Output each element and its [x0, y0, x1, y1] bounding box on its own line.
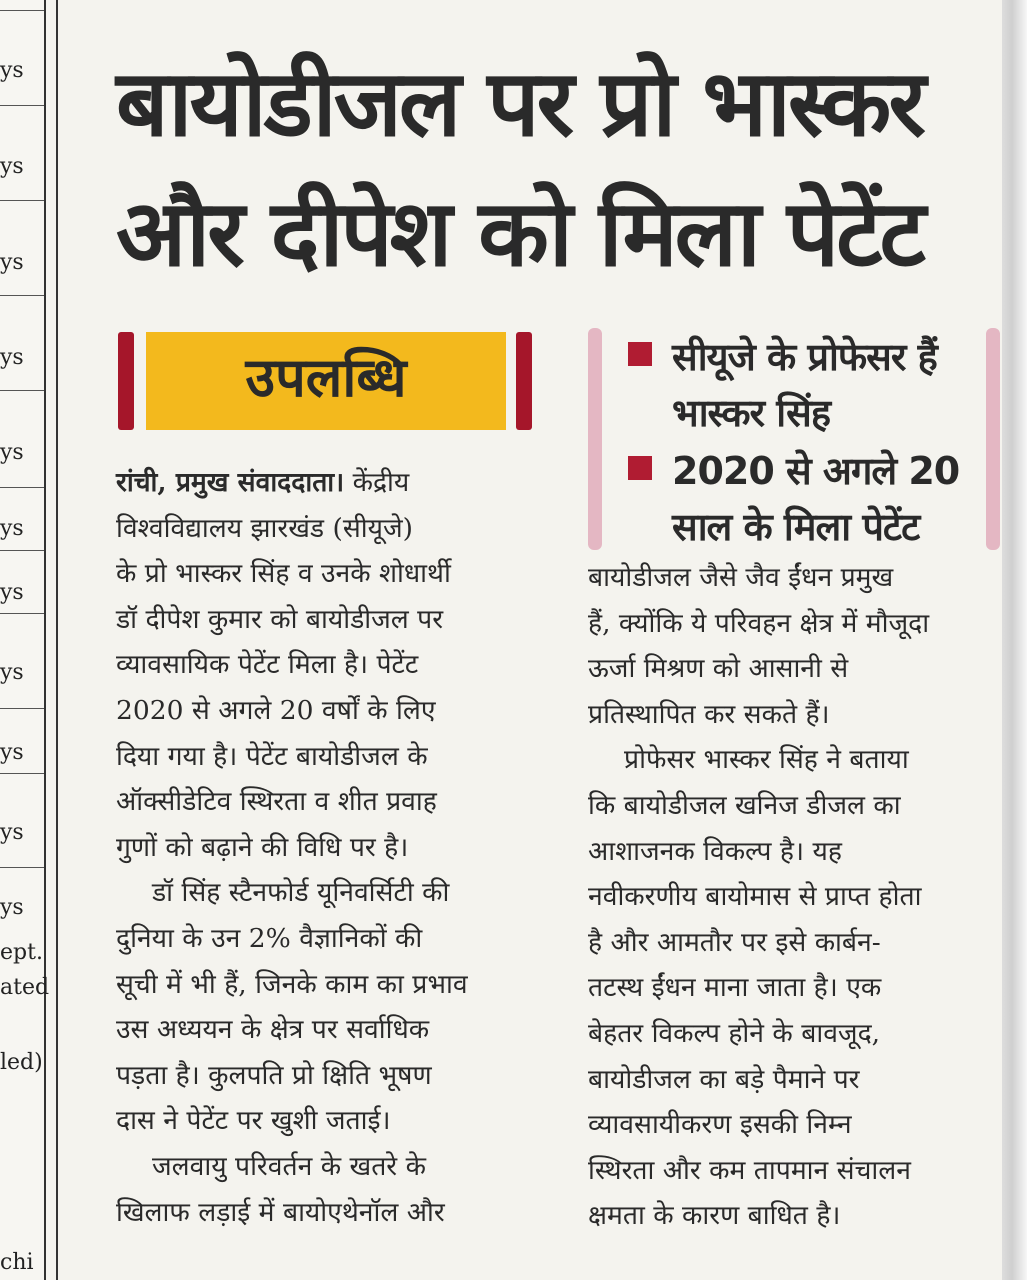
- text-line: सूची में भी हैं, जिनके काम का प्रभाव: [116, 968, 468, 1000]
- page-edge-shadow: [1002, 0, 1027, 1280]
- text-line: 2020 से अगले 20 वर्षों के लिए: [116, 695, 436, 726]
- text-line: दुनिया के उन 2% वैज्ञानिकों की: [116, 923, 423, 954]
- strip-divider: [0, 200, 44, 201]
- strip-divider: [0, 708, 44, 709]
- strip-divider: [0, 867, 44, 868]
- text-line: है और आमतौर पर इसे कार्बन-: [588, 926, 881, 958]
- strip-word: ys: [0, 895, 24, 920]
- strip-word: led): [0, 1050, 43, 1075]
- strip-word: ys: [0, 154, 24, 179]
- text-line: के प्रो भास्कर सिंह व उनके शोधार्थी: [116, 558, 451, 590]
- text-line: हैं, क्योंकि ये परिवहन क्षेत्र में मौजूदा: [588, 607, 930, 639]
- text-line: तटस्थ ईंधन माना जाता है। एक: [588, 972, 882, 1004]
- text-line: बायोडीजल का बड़े पैमाने पर: [588, 1063, 860, 1095]
- text-line: दिया गया है। पेटेंट बायोडीजल के: [116, 740, 428, 772]
- tag-left-bar: [118, 332, 134, 430]
- strip-word: ys: [0, 740, 24, 765]
- headline-line-2: और दीपेश को मिला पेटेंट: [116, 180, 923, 287]
- strip-divider: [0, 613, 44, 614]
- strip-word: ys: [0, 440, 24, 465]
- strip-word: ys: [0, 580, 24, 605]
- text-line: बायोडीजल जैसे जैव ईंधन प्रमुख: [588, 562, 894, 593]
- bullet-square: [628, 342, 652, 366]
- text-line: प्रतिस्थापित कर सकते हैं।: [588, 698, 830, 730]
- text-line: क्षमता के कारण बाधित है।: [588, 1200, 841, 1232]
- text-line: आशाजनक विकल्प है। यह: [588, 835, 842, 867]
- column-rule-left: [44, 0, 46, 1280]
- bullet-square: [628, 456, 652, 480]
- highlight-left-bar: [588, 328, 602, 550]
- strip-divider: [0, 773, 44, 774]
- strip-word: ys: [0, 250, 24, 275]
- strip-divider: [0, 390, 44, 391]
- text-line: ऑक्सीडेटिव स्थिरता व शीत प्रवाह: [116, 786, 437, 818]
- strip-word: ated: [0, 975, 50, 1000]
- highlight-1-line-2: भास्कर सिंह: [672, 391, 831, 435]
- highlight-1-line-1: सीयूजे के प्रोफेसर हैं: [672, 335, 937, 379]
- strip-divider: [0, 10, 44, 11]
- strip-word: ys: [0, 345, 24, 370]
- text-line: दास ने पेटेंट पर खुशी जताई।: [116, 1105, 391, 1137]
- strip-word: ys: [0, 516, 24, 541]
- strip-word: ept.: [0, 940, 43, 965]
- strip-word: ys: [0, 58, 24, 83]
- column-rule-right: [56, 0, 58, 1280]
- text-line: व्यावसायिक पेटेंट मिला है। पेटेंट: [116, 649, 419, 681]
- adjacent-column-strip: [0, 0, 50, 1280]
- text-line: कि बायोडीजल खनिज डीजल का: [588, 790, 901, 821]
- headline-line-1: बायोडीजल पर प्रो भास्कर: [116, 50, 923, 157]
- tag-right-bar: [516, 332, 532, 430]
- dateline: रांची, प्रमुख संवाददाता।: [116, 467, 345, 498]
- text-line: नवीकरणीय बायोमास से प्राप्त होता: [588, 881, 922, 913]
- highlight-2-line-1: 2020 से अगले 20: [672, 449, 960, 493]
- text-line: खिलाफ लड़ाई में बायोएथेनॉल और: [116, 1196, 445, 1228]
- strip-divider: [0, 487, 44, 488]
- text-line: ऊर्जा मिश्रण को आसानी से: [588, 653, 849, 685]
- text-line: डॉ सिंह स्टैनफोर्ड यूनिवर्सिटी की: [152, 877, 450, 909]
- strip-divider: [0, 295, 44, 296]
- text-line: गुणों को बढ़ाने की विधि पर है।: [116, 831, 409, 863]
- highlight-2-line-2: साल के मिला पेटेंट: [672, 505, 920, 549]
- text-line: डॉ दीपेश कुमार को बायोडीजल पर: [116, 603, 444, 635]
- strip-word: ys: [0, 660, 24, 685]
- tag-label: उपलब्धि: [245, 346, 407, 409]
- strip-divider: [0, 105, 44, 106]
- highlight-right-bar: [986, 328, 1000, 550]
- text-line: उस अध्ययन के क्षेत्र पर सर्वाधिक: [116, 1014, 430, 1046]
- text-line: रांची, प्रमुख संवाददाता। केंद्रीय: [116, 467, 410, 498]
- strip-divider: [0, 550, 44, 551]
- text-line: जलवायु परिवर्तन के खतरे के: [152, 1151, 426, 1182]
- text-line: बेहतर विकल्प होने के बावजूद,: [588, 1018, 881, 1049]
- strip-word: ys: [0, 820, 24, 845]
- text-line: विश्वविद्यालय झारखंड (सीयूजे): [116, 512, 414, 544]
- text-line: व्यावसायीकरण इसकी निम्न: [588, 1109, 852, 1141]
- text-line: पड़ता है। कुलपति प्रो क्षिति भूषण: [116, 1059, 432, 1091]
- strip-word: chi: [0, 1250, 34, 1275]
- text-line: प्रोफेसर भास्कर सिंह ने बताया: [624, 744, 909, 776]
- text-line: स्थिरता और कम तापमान संचालन: [588, 1154, 911, 1186]
